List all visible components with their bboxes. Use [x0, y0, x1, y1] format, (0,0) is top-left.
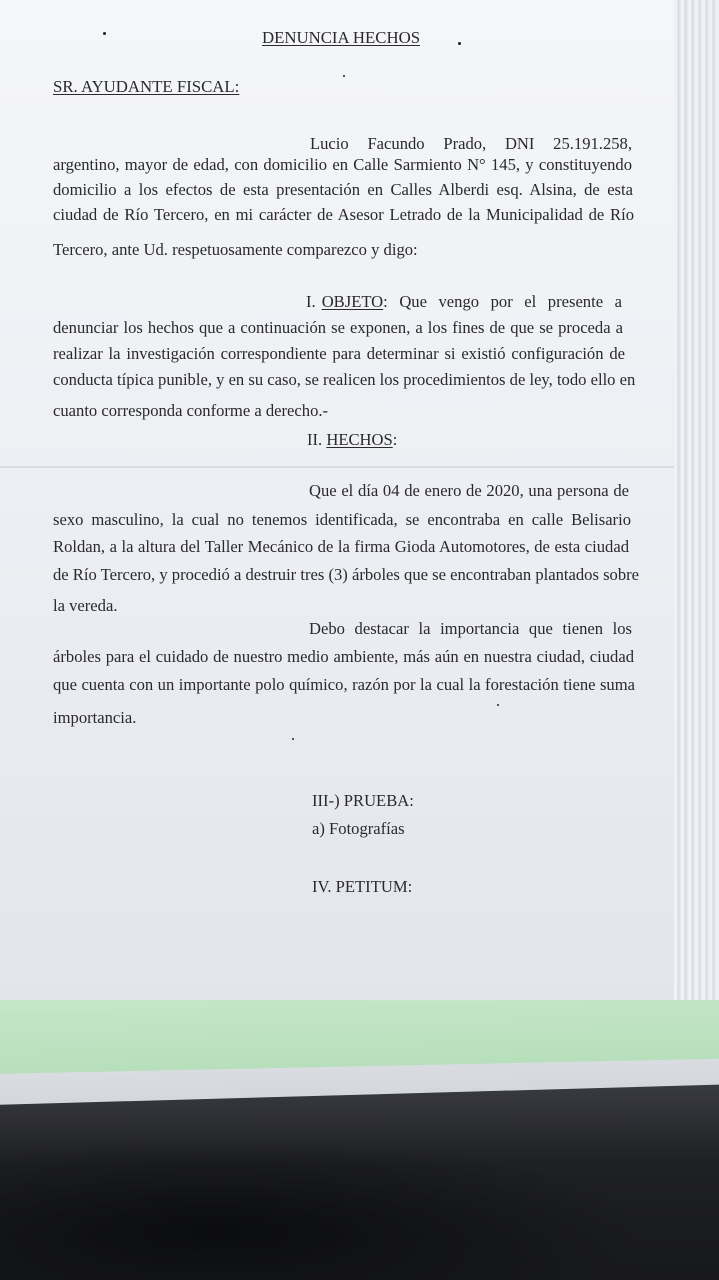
objeto-line: realizar la investigación correspondiente para determinar si existió configuración de: [53, 344, 625, 363]
document-title: DENUNCIA HECHOS: [262, 28, 421, 47]
objeto-line: conducta típica punible, y en su caso, se realicen los procedimientos de ley, todo ello en: [53, 370, 636, 389]
paper-speck: [103, 32, 106, 35]
paper-fold-line: [0, 466, 712, 468]
objeto-first-line: : Que vengo por el presente a: [383, 292, 622, 311]
paper-speck: [497, 704, 499, 706]
hechos-line: importancia.: [53, 708, 137, 727]
intro-line: domicilio a los efectos de esta presentación en Calles Alberdi esq. Alsina, de esta: [53, 180, 633, 199]
objeto-heading-line: [306, 292, 622, 312]
objeto-numeral: I.: [306, 292, 316, 311]
stacked-paper-edge: [674, 0, 719, 1000]
paper-speck: [292, 738, 294, 740]
addressee: SR. AYUDANTE FISCAL:: [53, 77, 240, 96]
hechos-suffix: :: [392, 430, 398, 449]
paper-speck: [343, 75, 345, 77]
hechos-heading: [307, 430, 397, 450]
hechos-line: la vereda.: [53, 596, 118, 615]
objeto-line: cuanto corresponda conforme a derecho.-: [53, 401, 329, 420]
petitum-heading: IV. PETITUM:: [312, 877, 413, 896]
intro-line: ciudad de Río Tercero, en mi carácter de Asesor Letrado de la Municipalidad de Río: [53, 205, 634, 224]
hechos-label: HECHOS: [326, 430, 393, 449]
objeto-line: denunciar los hechos que a continuación se exponen, a los fines de que se proceda a: [53, 318, 623, 337]
intro-line: argentino, mayor de edad, con domicilio en Calle Sarmiento N° 145, y constituyendo: [53, 155, 632, 174]
prueba-item: a) Fotografías: [312, 819, 405, 838]
hechos-line: Debo destacar la importancia que tienen los: [309, 619, 632, 638]
hechos-line: Roldan, a la altura del Taller Mecánico de la firma Gioda Automotores, de esta ciudad: [53, 537, 629, 556]
hechos-line: sexo masculino, la cual no tenemos identificada, se encontraba en calle Belisario: [53, 510, 631, 529]
hechos-line: Que el día 04 de enero de 2020, una persona de: [309, 481, 629, 500]
hechos-line: de Río Tercero, y procedió a destruir tres (3) árboles que se encontraban plantados sobre: [53, 565, 640, 584]
floor-shadow: [0, 1120, 719, 1280]
intro-line: Lucio Facundo Prado, DNI 25.191.258,: [310, 134, 632, 153]
hechos-line: árboles para el cuidado de nuestro medio ambiente, más aún en nuestra ciudad, ciudad: [53, 647, 634, 666]
prueba-heading: III-) PRUEBA:: [312, 791, 414, 810]
objeto-label: OBJETO: [321, 292, 384, 311]
intro-line: Tercero, ante Ud. respetuosamente comparezco y digo:: [53, 240, 418, 259]
hechos-numeral: II.: [307, 430, 323, 449]
paper-speck: [458, 42, 461, 45]
hechos-line: que cuenta con un importante polo químico, razón por la cual la forestación tiene suma: [53, 675, 635, 694]
